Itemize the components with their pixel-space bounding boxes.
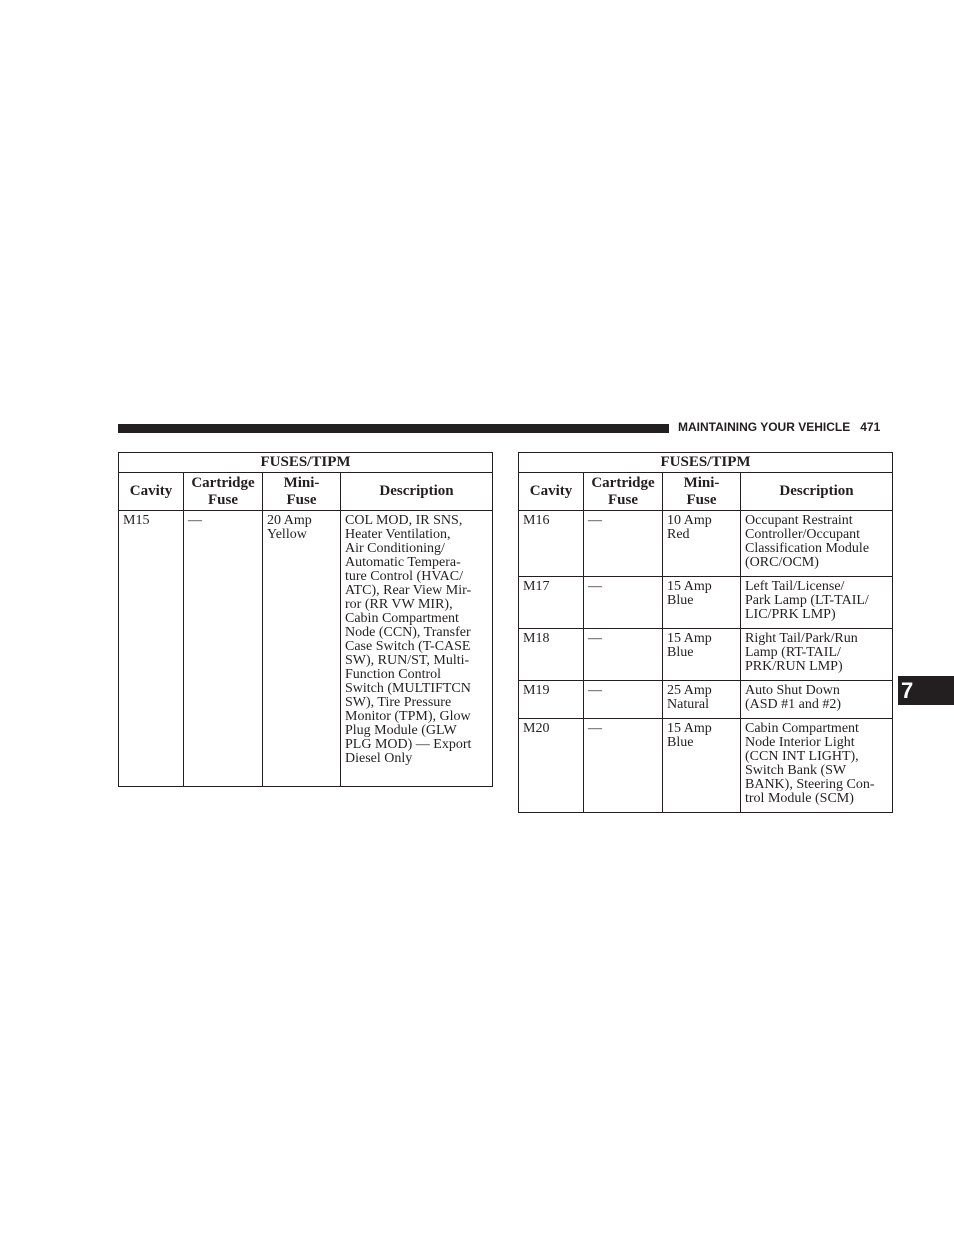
- mini-fuse-line: Blue: [667, 735, 694, 750]
- mini-fuse-line: Yellow: [267, 527, 307, 542]
- description-line: trol Module (SCM): [745, 791, 854, 806]
- column-header-line: Fuse: [208, 491, 238, 508]
- fuse-table-left: [118, 452, 493, 787]
- description-cell: [741, 719, 893, 813]
- description-cell: [741, 629, 893, 681]
- description-line: Case Switch (T-CASE: [345, 639, 471, 654]
- column-header-description: [741, 473, 893, 511]
- description-line: ture Control (HVAC/: [345, 569, 463, 584]
- column-header-mini-fuse: [263, 473, 341, 511]
- mini-fuse-line: Blue: [667, 645, 694, 660]
- cartridge-fuse-cell: [584, 719, 663, 813]
- table-row: [119, 511, 493, 787]
- column-header-description: [341, 473, 493, 511]
- mini-fuse-cell: [663, 629, 741, 681]
- table-body: [119, 511, 493, 787]
- mini-fuse-line: 20 Amp: [267, 513, 312, 528]
- column-header-line: Mini-: [683, 474, 720, 491]
- column-header-line: Cartridge: [191, 474, 255, 491]
- column-header-line: Cavity: [129, 483, 173, 499]
- table-row: [519, 719, 893, 813]
- column-header-line: Cartridge: [591, 474, 655, 491]
- cartridge-fuse-value: —: [588, 579, 602, 594]
- table-body: [519, 511, 893, 813]
- cartridge-fuse-value: —: [588, 513, 602, 528]
- cartridge-fuse-value: —: [588, 683, 602, 698]
- cavity-cell: [519, 719, 584, 813]
- description-line: ror (RR VW MIR),: [345, 597, 453, 612]
- description-line: Switch Bank (SW: [745, 763, 847, 778]
- table-row: [519, 511, 893, 577]
- cartridge-fuse-cell: [584, 681, 663, 719]
- description-line: Occupant Restraint: [745, 513, 853, 528]
- description-cell: [741, 681, 893, 719]
- description-line: COL MOD, IR SNS,: [345, 513, 463, 528]
- running-header: [678, 420, 880, 434]
- section-title: MAINTAINING YOUR VEHICLE: [678, 420, 851, 434]
- column-header-line: Fuse: [286, 491, 317, 508]
- description-line: Auto Shut Down: [745, 683, 840, 698]
- column-header-line: Cavity: [529, 483, 573, 499]
- table-row: [519, 577, 893, 629]
- page-number: 471: [860, 420, 881, 434]
- cavity-value: M18: [523, 631, 550, 646]
- description-line: Lamp (RT-TAIL/: [745, 645, 841, 660]
- cavity-cell: [519, 681, 584, 719]
- column-header-cartridge-fuse: [584, 473, 663, 511]
- description-line: Classification Module: [745, 541, 870, 556]
- description-line: Park Lamp (LT-TAIL/: [745, 593, 869, 608]
- mini-fuse-line: 15 Amp: [667, 721, 712, 736]
- column-header-line: Description: [779, 483, 854, 499]
- description-line: (ASD #1 and #2): [745, 697, 842, 712]
- description-line: Cabin Compartment: [345, 611, 459, 626]
- cavity-cell: [519, 511, 584, 577]
- cartridge-fuse-cell: [584, 629, 663, 681]
- cartridge-fuse-value: —: [588, 721, 602, 736]
- description-line: PRK/RUN LMP): [745, 659, 843, 674]
- table-row: [519, 629, 893, 681]
- cavity-value: M15: [123, 513, 150, 528]
- header-rule: [118, 424, 669, 433]
- mini-fuse-cell: [663, 577, 741, 629]
- description-line: Switch (MULTIFTCN: [345, 681, 471, 696]
- mini-fuse-cell: [263, 511, 341, 787]
- description-line: Heater Ventilation,: [345, 527, 451, 542]
- fuse-table-right: [518, 452, 893, 813]
- description-line: LIC/PRK LMP): [745, 607, 836, 622]
- cartridge-fuse-cell: [184, 511, 263, 787]
- mini-fuse-line: 15 Amp: [667, 579, 712, 594]
- table-title: FUSES/TIPM: [519, 453, 893, 473]
- mini-fuse-line: Blue: [667, 593, 694, 608]
- column-header-line: Fuse: [686, 491, 717, 508]
- cavity-value: M16: [523, 513, 550, 528]
- description-line: Function Control: [345, 667, 442, 682]
- mini-fuse-line: Red: [667, 527, 690, 542]
- table-row: [519, 681, 893, 719]
- description-line: ATC), Rear View Mir-: [345, 583, 472, 598]
- description-line: PLG MOD) — Export: [345, 737, 472, 752]
- mini-fuse-cell: [663, 681, 741, 719]
- column-header-line: Description: [379, 483, 454, 499]
- description-line: Plug Module (GLW: [345, 723, 457, 738]
- description-line: SW), Tire Pressure: [345, 695, 452, 710]
- description-line: (CCN INT LIGHT),: [745, 749, 859, 764]
- description-line: SW), RUN/ST, Multi-: [345, 653, 470, 668]
- cartridge-fuse-value: —: [588, 631, 602, 646]
- description-line: Node Interior Light: [745, 735, 855, 750]
- mini-fuse-line: 10 Amp: [667, 513, 712, 528]
- description-line: (ORC/OCM): [745, 555, 819, 570]
- cavity-value: M20: [523, 721, 550, 736]
- description-line: Left Tail/License/: [745, 579, 845, 594]
- mini-fuse-cell: [663, 511, 741, 577]
- description-line: BANK), Steering Con-: [745, 777, 875, 792]
- mini-fuse-cell: [663, 719, 741, 813]
- mini-fuse-line: Natural: [667, 697, 709, 712]
- description-line: Automatic Tempera-: [345, 555, 461, 570]
- chapter-tab: 7: [898, 676, 954, 705]
- column-header-cartridge-fuse: [184, 473, 263, 511]
- mini-fuse-line: 15 Amp: [667, 631, 712, 646]
- description-line: Monitor (TPM), Glow: [345, 709, 471, 724]
- description-line: Diesel Only: [345, 751, 413, 766]
- cartridge-fuse-value: —: [188, 513, 202, 528]
- description-line: Air Conditioning/: [345, 541, 445, 556]
- column-header-line: Fuse: [608, 491, 638, 508]
- description-cell: [741, 511, 893, 577]
- cartridge-fuse-cell: [584, 511, 663, 577]
- mini-fuse-line: 25 Amp: [667, 683, 712, 698]
- column-header-cavity: [519, 473, 584, 511]
- table-head: [519, 453, 893, 511]
- cavity-value: M17: [523, 579, 550, 594]
- cavity-cell: [519, 577, 584, 629]
- column-header-cavity: [119, 473, 184, 511]
- cavity-cell: [119, 511, 184, 787]
- description-cell: [341, 511, 493, 787]
- cavity-cell: [519, 629, 584, 681]
- column-header-mini-fuse: [663, 473, 741, 511]
- description-line: Controller/Occupant: [745, 527, 861, 542]
- cavity-value: M19: [523, 683, 550, 698]
- description-cell: [741, 577, 893, 629]
- description-line: Node (CCN), Transfer: [345, 625, 471, 640]
- description-line: Cabin Compartment: [745, 721, 859, 736]
- table-title: FUSES/TIPM: [119, 453, 493, 473]
- table-head: [119, 453, 493, 511]
- column-header-line: Mini-: [283, 474, 320, 491]
- description-line: Right Tail/Park/Run: [745, 631, 858, 646]
- cartridge-fuse-cell: [584, 577, 663, 629]
